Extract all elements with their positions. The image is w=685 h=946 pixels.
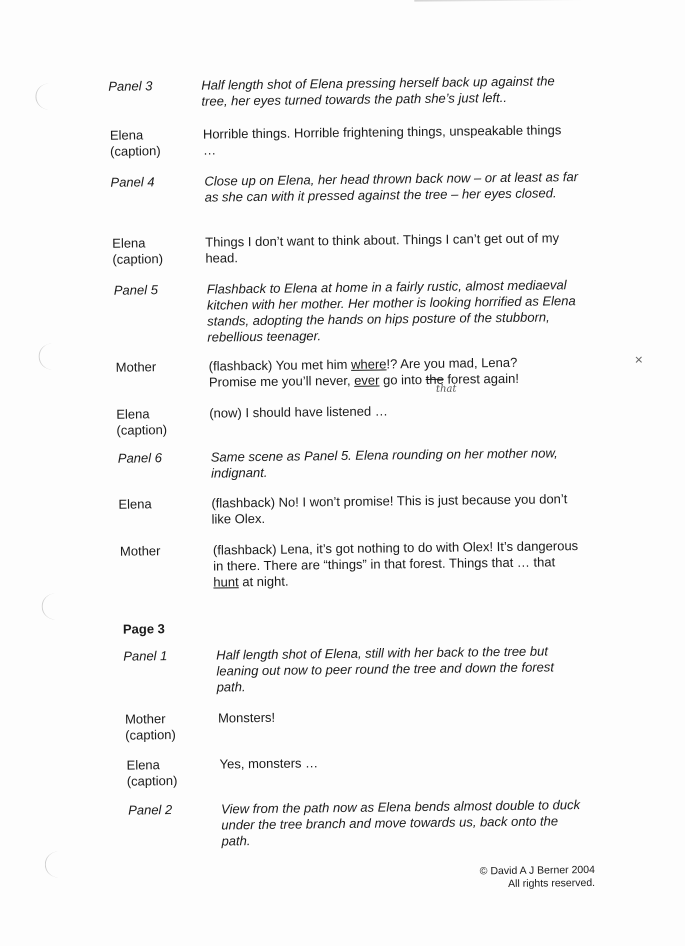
row-label: Mother [119,543,161,559]
speaker-note: (caption) [126,773,178,789]
paper-edge [414,0,679,2]
copyright [445,864,595,892]
speaker-note: (caption) [125,727,176,743]
row-text: (flashback) No! I won’t promise! This is just because you don’t like Olex. [211,491,568,527]
row-text: Monsters! [217,709,276,726]
row-text: (flashback) Lena, it’s got nothing to do with Olex! It’s dangerous in there. There are “things” in that forest. Things that … that hunt at night. [212,538,579,590]
speaker-note: (caption) [112,251,164,267]
row-text: Half length shot of Elena pressing herself back up against the tree, her eyes turned towards the path she’s just left.. [201,73,555,109]
punch-hole [41,593,68,619]
speaker-note: (caption) [116,422,168,438]
struck-word: the [425,371,444,387]
margin-mark: × [634,351,643,368]
row-label [112,235,163,268]
row-label: Elena [118,496,152,512]
row-label: Panel 3 [108,78,153,94]
punch-hole [38,343,65,369]
row-text: View from the path now as Elena bends almost double to duck under the tree branch and move towards us, back onto the path. [221,797,581,849]
row-text: Things I don’t want to think about. Things I can’t get out of my head. [205,230,560,266]
row-label: Panel 1 [123,648,168,664]
row-label [110,127,161,160]
copyright-line: © David A J Berner 2004 [479,863,595,878]
row-text: Same scene as Panel 5. Elena rounding on her mother now, indignant. [210,445,558,481]
row-text: Close up on Elena, her head thrown back now – or at least as far as she can with it pressed against the tree – her eyes closed. [204,169,579,205]
speaker-name: Elena [109,127,144,143]
speaker-name: Elena [126,757,160,773]
copyright-line: All rights reserved. [508,876,596,890]
row-text: Horrible things. Horrible frightening things, unspeakable things … [202,122,562,158]
row-text: Yes, monsters … [219,755,319,772]
row-label: Panel 2 [128,802,173,818]
row-label [126,757,177,790]
speaker-note: (caption) [109,143,161,159]
punch-hole [45,851,72,877]
row-label: Panel 4 [110,174,155,190]
speaker-name: Elena [112,235,146,251]
row-text: Half length shot of Elena, still with her back to the tree but leaning out now to peer round the tree and down the forest path. [216,643,555,695]
page-heading: Page 3 [122,621,165,637]
row-label: Panel 5 [113,282,158,298]
speaker-name: Mother [124,711,166,727]
row-text: (now) I should have listened … [209,403,388,421]
speaker-name: Elena [116,406,150,422]
row-label [116,406,167,439]
row-label: Mother [115,359,157,375]
row-label: Panel 6 [117,450,163,466]
punch-hole [35,83,62,109]
handwritten-correction: that [435,383,457,395]
row-text: Flashback to Elena at home in a fairly rustic, almost mediaeval kitchen with her mother. Her mother is looking horrified as Elena stands, adopting the hands on hips posture of the stubborn, rebellious teenager. [206,277,576,345]
row-text: (flashback) You met him where!? Are you mad, Lena? Promise me you’ll never, ever go into the forest again! [208,354,520,390]
row-label [125,711,176,744]
